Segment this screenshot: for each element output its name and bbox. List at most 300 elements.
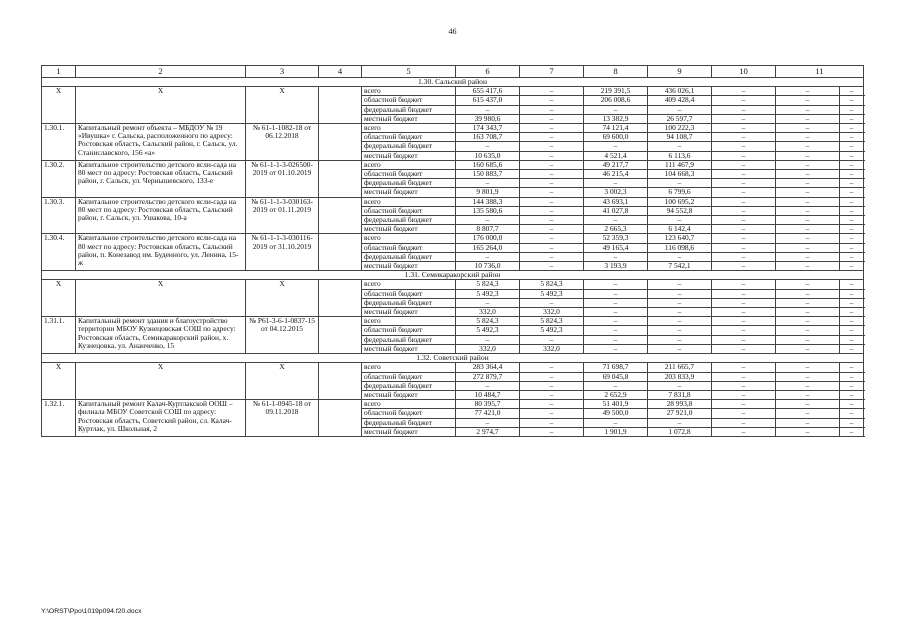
value-cell: – (456, 105, 520, 114)
value-cell: – (840, 427, 864, 436)
value-cell: – (648, 289, 712, 298)
value-cell: – (520, 252, 584, 261)
budget-label: областной бюджет (362, 409, 456, 418)
value-cell: – (776, 234, 840, 243)
budget-label: федеральный бюджет (362, 179, 456, 188)
value-cell: – (840, 308, 864, 317)
budget-label: федеральный бюджет (362, 418, 456, 427)
value-cell: – (584, 344, 648, 353)
value-cell: – (712, 363, 776, 372)
budget-label: всего (362, 363, 456, 372)
value-cell: – (456, 418, 520, 427)
value-cell: – (712, 317, 776, 326)
value-cell: – (712, 289, 776, 298)
value-cell: – (840, 96, 864, 105)
row-number: 1.30.3. (42, 197, 76, 234)
header-cell: 4 (319, 66, 362, 78)
document-number: № 61-1-1-3-030116-2019 от 31.10.2019 (246, 234, 319, 271)
value-cell: – (776, 418, 840, 427)
page-number: 46 (448, 27, 457, 36)
value-cell: – (520, 372, 584, 381)
value-cell: 10 484,7 (456, 390, 520, 399)
value-cell: – (840, 390, 864, 399)
empty-cell (319, 280, 362, 317)
budget-label: областной бюджет (362, 326, 456, 335)
value-cell: – (584, 335, 648, 344)
value-cell: – (776, 298, 840, 307)
value-cell: – (520, 179, 584, 188)
value-cell: – (776, 335, 840, 344)
value-cell: 74 121,4 (584, 124, 648, 133)
value-cell: – (776, 105, 840, 114)
value-cell: 332,0 (520, 308, 584, 317)
value-cell: – (712, 280, 776, 289)
value-cell: 160 685,6 (456, 160, 520, 169)
value-cell: – (712, 206, 776, 215)
value-cell: – (520, 335, 584, 344)
row-number: 1.30.1. (42, 124, 76, 161)
value-cell: – (712, 197, 776, 206)
value-cell: 615 437,0 (456, 96, 520, 105)
value-cell: – (648, 179, 712, 188)
value-cell: 116 098,6 (648, 243, 712, 252)
value-cell: – (840, 160, 864, 169)
value-cell: – (712, 216, 776, 225)
budget-label: областной бюджет (362, 372, 456, 381)
budget-label: федеральный бюджет (362, 216, 456, 225)
value-cell: 219 391,5 (584, 87, 648, 96)
value-cell: – (520, 400, 584, 409)
value-cell: – (712, 105, 776, 114)
value-cell: – (840, 418, 864, 427)
value-cell: – (520, 390, 584, 399)
value-cell: 283 364,4 (456, 363, 520, 372)
value-cell: – (712, 381, 776, 390)
value-cell: – (520, 105, 584, 114)
value-cell: 49 500,0 (584, 409, 648, 418)
value-cell: – (840, 298, 864, 307)
value-cell: – (648, 105, 712, 114)
value-cell: 94 108,7 (648, 133, 712, 142)
value-cell: – (456, 335, 520, 344)
value-cell: – (712, 114, 776, 123)
file-path-footer: Y:\ORST\Ppo\1019p094.f20.docx (41, 608, 142, 615)
value-cell: – (648, 418, 712, 427)
value-cell: – (776, 381, 840, 390)
value-cell: – (712, 160, 776, 169)
table-row (42, 87, 864, 96)
value-cell: – (776, 151, 840, 160)
value-cell: – (520, 114, 584, 123)
value-cell: 111 467,9 (648, 160, 712, 169)
header-cell: 11 (776, 66, 864, 78)
value-cell: – (648, 335, 712, 344)
value-cell: – (776, 170, 840, 179)
budget-label: местный бюджет (362, 344, 456, 353)
table-row (42, 400, 864, 409)
value-cell: – (584, 105, 648, 114)
value-cell: 3 193,9 (584, 262, 648, 271)
value-cell: – (584, 142, 648, 151)
value-cell: 104 668,3 (648, 170, 712, 179)
value-cell: – (840, 252, 864, 261)
value-cell: – (712, 124, 776, 133)
value-cell: 436 026,1 (648, 87, 712, 96)
object-name: X (76, 280, 246, 317)
budget-label: местный бюджет (362, 114, 456, 123)
value-cell: – (712, 96, 776, 105)
value-cell: – (520, 197, 584, 206)
value-cell: 46 215,4 (584, 170, 648, 179)
value-cell: – (584, 418, 648, 427)
value-cell: – (648, 317, 712, 326)
value-cell: 49 165,4 (584, 243, 648, 252)
budget-label: областной бюджет (362, 170, 456, 179)
value-cell: 4 521,4 (584, 151, 648, 160)
value-cell: 6 799,6 (648, 188, 712, 197)
value-cell: – (584, 179, 648, 188)
value-cell: – (840, 142, 864, 151)
row-number: X (42, 363, 76, 400)
value-cell: – (520, 206, 584, 215)
value-cell: 100 222,3 (648, 124, 712, 133)
section-title-row (42, 354, 864, 363)
budget-label: всего (362, 280, 456, 289)
value-cell: – (776, 344, 840, 353)
object-name: Капитальное строительство детского ясли-сада на 80 мест по адресу: Ростовская область, Сальский район, г. Сальск, ул. Чернышевского, 133-е (76, 160, 246, 197)
value-cell: 41 027,8 (584, 206, 648, 215)
value-cell: – (776, 124, 840, 133)
value-cell: 8 807,7 (456, 225, 520, 234)
document-number: X (246, 87, 319, 124)
value-cell: – (648, 216, 712, 225)
budget-label: местный бюджет (362, 390, 456, 399)
value-cell: – (648, 381, 712, 390)
empty-cell (319, 234, 362, 271)
value-cell: – (840, 363, 864, 372)
value-cell: 5 824,3 (456, 280, 520, 289)
value-cell: 332,0 (456, 308, 520, 317)
value-cell: – (776, 133, 840, 142)
value-cell: 6 142,4 (648, 225, 712, 234)
value-cell: 5 492,3 (520, 326, 584, 335)
budget-label: всего (362, 160, 456, 169)
value-cell: – (840, 179, 864, 188)
header-cell: 1 (42, 66, 76, 78)
budget-label: областной бюджет (362, 289, 456, 298)
value-cell: – (776, 363, 840, 372)
value-cell: 174 343,7 (456, 124, 520, 133)
value-cell: 123 640,7 (648, 234, 712, 243)
value-cell: – (712, 418, 776, 427)
document-number: № 61-1-1-3-026500-2019 от 01.10.2019 (246, 160, 319, 197)
value-cell: – (776, 390, 840, 399)
value-cell: 39 980,6 (456, 114, 520, 123)
value-cell: – (456, 142, 520, 151)
value-cell: – (520, 262, 584, 271)
section-title: 1.32. Советский район (42, 354, 864, 363)
value-cell: – (712, 344, 776, 353)
value-cell: – (776, 400, 840, 409)
document-number: № 61-1-1-3-030163-2019 от 01.11.2019 (246, 197, 319, 234)
value-cell: – (712, 308, 776, 317)
value-cell: 135 580,6 (456, 206, 520, 215)
object-name: X (76, 363, 246, 400)
value-cell: 26 597,7 (648, 114, 712, 123)
value-cell: 69 045,8 (584, 372, 648, 381)
empty-cell (319, 363, 362, 400)
table-row (42, 160, 864, 169)
header-cell: 9 (648, 66, 712, 78)
value-cell: – (712, 427, 776, 436)
budget-label: всего (362, 124, 456, 133)
value-cell: – (776, 289, 840, 298)
value-cell: – (776, 317, 840, 326)
value-cell: 71 698,7 (584, 363, 648, 372)
header-cell: 10 (712, 66, 776, 78)
table-row (42, 234, 864, 243)
row-number: 1.30.4. (42, 234, 76, 271)
budget-label: областной бюджет (362, 133, 456, 142)
value-cell: – (584, 298, 648, 307)
row-number: X (42, 87, 76, 124)
empty-cell (319, 400, 362, 437)
value-cell: – (776, 142, 840, 151)
value-cell: 3 002,3 (584, 188, 648, 197)
value-cell: – (840, 372, 864, 381)
value-cell: – (840, 409, 864, 418)
value-cell: – (840, 206, 864, 215)
value-cell: – (712, 298, 776, 307)
empty-cell (319, 197, 362, 234)
value-cell: – (776, 409, 840, 418)
table-row (42, 363, 864, 372)
value-cell: – (520, 234, 584, 243)
section-title: 1.30. Сальский район (42, 78, 864, 87)
table-row (42, 280, 864, 289)
value-cell: – (520, 142, 584, 151)
section-title: 1.31. Семикаракорский район (42, 271, 864, 280)
budget-label: федеральный бюджет (362, 381, 456, 390)
row-number: 1.31.1. (42, 317, 76, 354)
value-cell: 409 428,4 (648, 96, 712, 105)
object-name: X (76, 87, 246, 124)
value-cell: – (648, 298, 712, 307)
value-cell: – (840, 114, 864, 123)
value-cell: 52 359,3 (584, 234, 648, 243)
budget-label: местный бюджет (362, 427, 456, 436)
value-cell: 5 492,3 (520, 289, 584, 298)
budget-label: федеральный бюджет (362, 252, 456, 261)
header-cell: 2 (76, 66, 246, 78)
value-cell: 5 824,3 (520, 317, 584, 326)
value-cell: 77 421,0 (456, 409, 520, 418)
value-cell: – (776, 96, 840, 105)
value-cell: 10 736,0 (456, 262, 520, 271)
value-cell: 203 833,9 (648, 372, 712, 381)
budget-label: местный бюджет (362, 188, 456, 197)
value-cell: – (712, 252, 776, 261)
value-cell: 1 072,8 (648, 427, 712, 436)
value-cell: – (840, 344, 864, 353)
value-cell: – (520, 409, 584, 418)
value-cell: – (840, 234, 864, 243)
value-cell: 28 993,8 (648, 400, 712, 409)
value-cell: 332,0 (520, 344, 584, 353)
value-cell: – (520, 96, 584, 105)
value-cell: – (776, 427, 840, 436)
value-cell: – (520, 363, 584, 372)
value-cell: 206 008,6 (584, 96, 648, 105)
budget-label: местный бюджет (362, 308, 456, 317)
value-cell: – (712, 326, 776, 335)
value-cell: – (776, 206, 840, 215)
value-cell: – (840, 243, 864, 252)
value-cell: – (648, 344, 712, 353)
value-cell: – (840, 105, 864, 114)
empty-cell (319, 87, 362, 124)
value-cell: – (456, 179, 520, 188)
value-cell: – (840, 317, 864, 326)
value-cell: – (520, 418, 584, 427)
value-cell: – (712, 335, 776, 344)
value-cell: – (840, 326, 864, 335)
value-cell: – (840, 197, 864, 206)
value-cell: – (584, 252, 648, 261)
row-number: 1.32.1. (42, 400, 76, 437)
value-cell: 165 264,0 (456, 243, 520, 252)
budget-label: местный бюджет (362, 225, 456, 234)
budget-table (41, 65, 864, 437)
value-cell: 655 417,6 (456, 87, 520, 96)
budget-label: всего (362, 317, 456, 326)
value-cell: – (520, 298, 584, 307)
value-cell: 9 801,9 (456, 188, 520, 197)
value-cell: – (712, 409, 776, 418)
value-cell: – (840, 216, 864, 225)
value-cell: – (776, 308, 840, 317)
value-cell: 5 824,3 (456, 317, 520, 326)
value-cell: 80 395,7 (456, 400, 520, 409)
value-cell: – (712, 372, 776, 381)
budget-label: всего (362, 400, 456, 409)
value-cell: – (776, 179, 840, 188)
value-cell: – (712, 400, 776, 409)
budget-label: областной бюджет (362, 243, 456, 252)
value-cell: 49 217,7 (584, 160, 648, 169)
empty-cell (319, 160, 362, 197)
budget-label: федеральный бюджет (362, 105, 456, 114)
value-cell: – (520, 188, 584, 197)
value-cell: – (584, 326, 648, 335)
value-cell: – (776, 262, 840, 271)
value-cell: – (840, 170, 864, 179)
section-title-row (42, 271, 864, 280)
value-cell: – (712, 225, 776, 234)
value-cell: – (776, 326, 840, 335)
value-cell: 211 665,7 (648, 363, 712, 372)
value-cell: – (776, 225, 840, 234)
document-number: № 61-1-1082-18 от 06.12.2018 (246, 124, 319, 161)
header-cell: 7 (520, 66, 584, 78)
document-number: № 61-1-0945-18 от 09.11.2018 (246, 400, 319, 437)
budget-label: местный бюджет (362, 262, 456, 271)
value-cell: – (520, 170, 584, 179)
value-cell: – (712, 170, 776, 179)
value-cell: – (584, 308, 648, 317)
value-cell: – (520, 243, 584, 252)
value-cell: – (776, 160, 840, 169)
value-cell: 94 552,8 (648, 206, 712, 215)
value-cell: 2 652,9 (584, 390, 648, 399)
value-cell: – (840, 133, 864, 142)
value-cell: – (712, 179, 776, 188)
value-cell: 6 113,6 (648, 151, 712, 160)
value-cell: 7 831,8 (648, 390, 712, 399)
value-cell: – (776, 114, 840, 123)
value-cell: 272 879,7 (456, 372, 520, 381)
value-cell: – (584, 317, 648, 326)
budget-label: федеральный бюджет (362, 142, 456, 151)
value-cell: – (648, 252, 712, 261)
value-cell: – (456, 381, 520, 390)
value-cell: – (648, 280, 712, 289)
value-cell: 1 901,9 (584, 427, 648, 436)
header-cell: 8 (584, 66, 648, 78)
value-cell: 150 883,7 (456, 170, 520, 179)
value-cell: – (712, 142, 776, 151)
value-cell: – (840, 280, 864, 289)
value-cell: 2 665,3 (584, 225, 648, 234)
value-cell: 5 492,3 (456, 289, 520, 298)
header-cell: 5 (362, 66, 456, 78)
row-number: 1.30.2. (42, 160, 76, 197)
value-cell: 69 600,0 (584, 133, 648, 142)
value-cell: 5 824,3 (520, 280, 584, 289)
value-cell: – (520, 216, 584, 225)
value-cell: – (648, 308, 712, 317)
empty-cell (319, 124, 362, 161)
value-cell: – (712, 262, 776, 271)
header-cell: 6 (456, 66, 520, 78)
budget-label: областной бюджет (362, 206, 456, 215)
value-cell: – (712, 234, 776, 243)
value-cell: – (840, 262, 864, 271)
value-cell: – (776, 372, 840, 381)
table-row (42, 317, 864, 326)
empty-cell (319, 317, 362, 354)
value-cell: – (776, 280, 840, 289)
section-title-row (42, 78, 864, 87)
object-name: Капитальное строительство детского ясли-сада на 80 мест по адресу: Ростовская область, Сальский район, г. Сальск, ул. Ушакова, 10-а (76, 197, 246, 234)
value-cell: – (648, 326, 712, 335)
value-cell: 13 382,9 (584, 114, 648, 123)
value-cell: – (712, 87, 776, 96)
value-cell: 27 921,0 (648, 409, 712, 418)
table-row (42, 124, 864, 133)
value-cell: – (840, 87, 864, 96)
object-name: Капитальный ремонт Калач-Куртлакской ООШ – филиала МБОУ Советской СОШ по адресу: Ростовская область, Советский район, сл. Калач-Куртлак, ул. Школьная, 2 (76, 400, 246, 437)
value-cell: 176 000,0 (456, 234, 520, 243)
budget-label: всего (362, 197, 456, 206)
value-cell: – (840, 335, 864, 344)
value-cell: – (520, 160, 584, 169)
row-number: X (42, 280, 76, 317)
value-cell: – (712, 243, 776, 252)
value-cell: – (584, 289, 648, 298)
document-number: X (246, 280, 319, 317)
value-cell: – (520, 381, 584, 390)
